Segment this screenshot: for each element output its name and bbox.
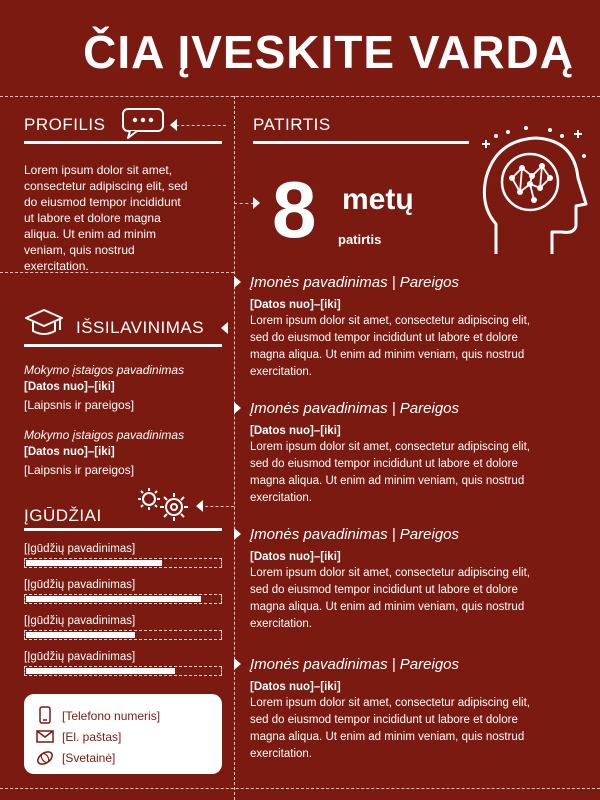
contact-phone[interactable]: [Telefono numeris] (62, 709, 161, 723)
job-4-dates: [Datos nuo]–[iki] (250, 681, 341, 693)
phone-icon (39, 706, 51, 724)
contact-email[interactable]: [El. paštas] (62, 730, 122, 744)
skills-title: ĮGŪDŽIAI (24, 506, 102, 525)
education-2-dates: [Datos nuo]–[iki] (24, 446, 115, 458)
skill-3-bar (24, 630, 222, 640)
job-3-arrow (234, 528, 241, 540)
education-2-degree: [Laipsnis ir pareigos] (24, 463, 135, 477)
job-3 (250, 526, 590, 633)
job-4-title: Įmonės pavadinimas | Pareigos (250, 656, 460, 673)
job-1-arrow (234, 276, 241, 288)
education-2-school: Mokymo įstaigos pavadinimas (24, 428, 185, 442)
profile-title: PROFILIS (24, 115, 106, 134)
brain-head-icon (478, 126, 588, 258)
skill-1-bar (24, 558, 222, 568)
gears-icon (136, 486, 196, 524)
skill-3-label: [Įgūdžių pavadinimas] (24, 615, 136, 627)
job-3-dates: [Datos nuo]–[iki] (250, 551, 341, 563)
job-4 (250, 656, 590, 763)
skill-4-label: [Įgūdžių pavadinimas] (24, 651, 136, 663)
education-1-school: Mokymo įstaigos pavadinimas (24, 363, 185, 377)
column-divider (234, 96, 235, 800)
job-1-description: Lorem ipsum dolor sit amet, consectetur adipiscing elit, sed do eiusmod tempor incididunt ut labore et dolore magna aliqua. Ut enim ad minim veniam, quis nostrud exercitation. (250, 315, 530, 378)
job-2 (250, 400, 590, 507)
job-3-title: Įmonės pavadinimas | Pareigos (250, 526, 460, 543)
profile-text: Lorem ipsum dolor sit amet, consectetur adipiscing elit, sed do eiusmod tempor incididunt ut labore et dolore magna aliqua. Ut enim ad minim veniam, quis nostrud exercitation. (24, 163, 188, 273)
skill-1-fill (26, 560, 162, 566)
education-entry-1 (24, 362, 229, 413)
years-number: 8 (272, 165, 317, 254)
header-divider (0, 96, 600, 97)
job-2-arrow (234, 402, 241, 414)
profile-underline (24, 141, 222, 144)
education-1-degree: [Laipsnis ir pareigos] (24, 398, 135, 412)
job-2-title: Įmonės pavadinimas | Pareigos (250, 400, 460, 417)
skill-2-label: [Įgūdžių pavadinimas] (24, 579, 136, 591)
experience-underline (253, 141, 469, 144)
job-1-title: Įmonės pavadinimas | Pareigos (250, 274, 460, 291)
contact-card (24, 694, 222, 774)
skill-4-bar (24, 666, 222, 676)
skills-arrow (196, 500, 203, 512)
skill-4-fill (26, 668, 175, 674)
job-2-dates: [Datos nuo]–[iki] (250, 425, 341, 437)
globe-icon (36, 750, 54, 766)
years-unit: metų (342, 183, 414, 216)
education-entry-2 (24, 427, 229, 478)
skill-3-fill (26, 632, 135, 638)
envelope-icon (36, 730, 54, 743)
job-3-description: Lorem ipsum dolor sit amet, consectetur adipiscing elit, sed do eiusmod tempor incididunt ut labore et dolore magna aliqua. Ut enim ad minim veniam, quis nostrud exercitation. (250, 567, 530, 630)
education-arrow (221, 322, 228, 334)
footer-divider (0, 788, 600, 789)
years-caption: patirtis (338, 232, 382, 247)
skills-connector (200, 506, 234, 507)
experience-title: PATIRTIS (253, 115, 331, 134)
skill-2-bar (24, 594, 222, 604)
education-underline (24, 344, 222, 347)
profile-arrow (170, 119, 177, 131)
job-2-description: Lorem ipsum dolor sit amet, consectetur adipiscing elit, sed do eiusmod tempor incididunt ut labore et dolore magna aliqua. Ut enim ad minim veniam, quis nostrud exercitation. (250, 441, 530, 504)
years-arrow (253, 197, 260, 209)
skill-2-fill (26, 596, 201, 602)
job-1-dates: [Datos nuo]–[iki] (250, 299, 341, 311)
speech-bubble-icon (122, 108, 168, 138)
job-4-description: Lorem ipsum dolor sit amet, consectetur adipiscing elit, sed do eiusmod tempor incididunt ut labore et dolore magna aliqua. Ut enim ad minim veniam, quis nostrud exercitation. (250, 697, 530, 760)
job-4-arrow (234, 658, 241, 670)
graduation-cap-icon (24, 308, 64, 338)
education-title: IŠSILAVINIMAS (76, 318, 205, 337)
job-1 (250, 274, 590, 381)
education-1-dates: [Datos nuo]–[iki] (24, 381, 115, 393)
skills-underline (24, 528, 222, 531)
profile-connector (176, 125, 226, 126)
page-title: ČIA ĮVESKITE VARDĄ (83, 26, 574, 78)
years-connector (234, 203, 254, 204)
skill-1-label: [Įgūdžių pavadinimas] (24, 543, 136, 555)
contact-website[interactable]: [Svetainė] (62, 751, 116, 765)
left-divider-1 (0, 272, 234, 273)
